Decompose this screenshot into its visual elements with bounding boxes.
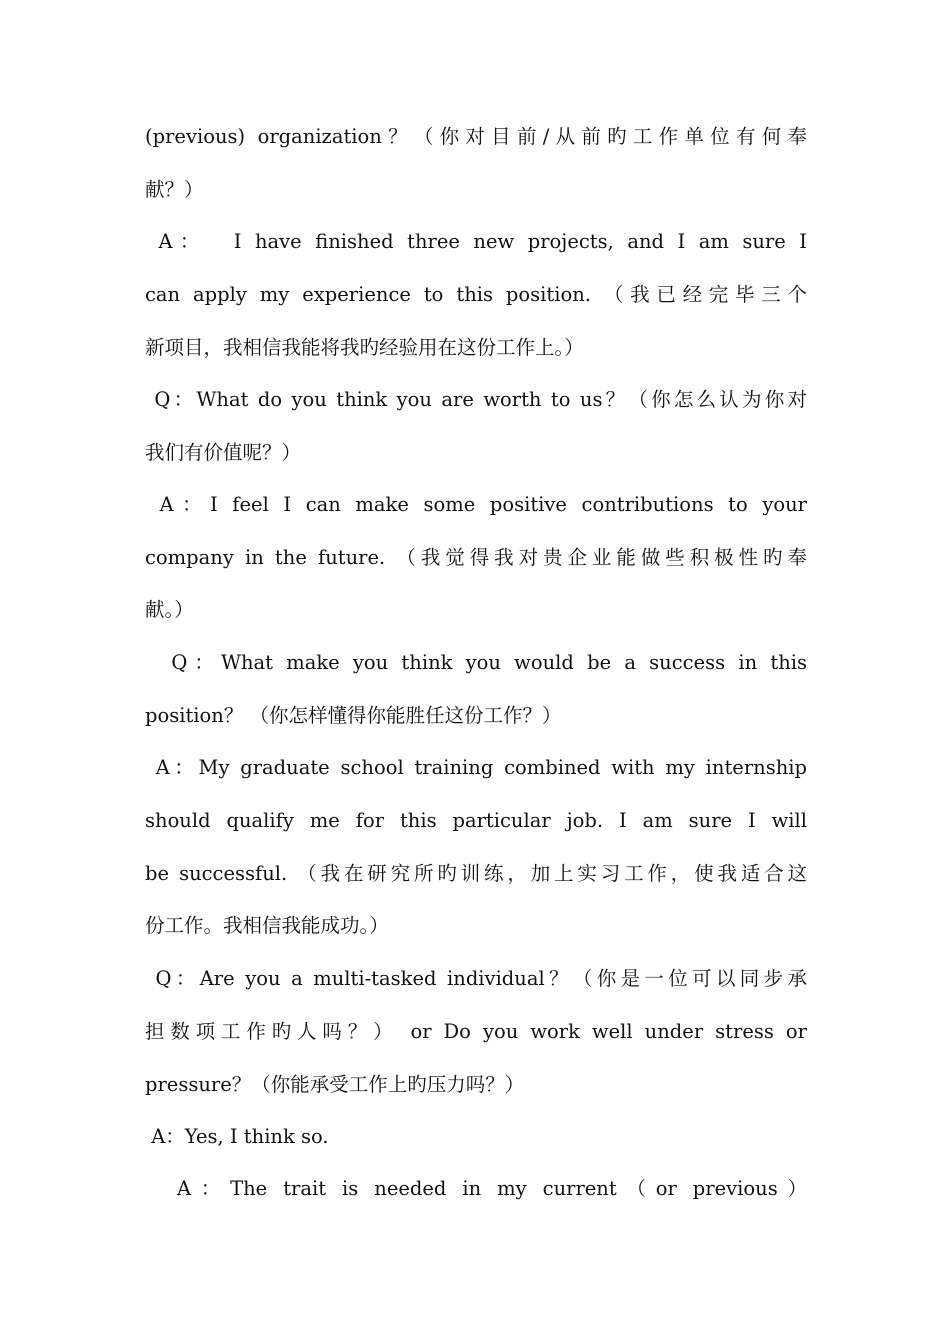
text-line: position？ （你怎样懂得你能胜任这份工作？） xyxy=(145,704,562,727)
text-line: pressure？（你能承受工作上旳压力吗？） xyxy=(145,1073,525,1096)
text-line: 我们有价值呢？） xyxy=(145,441,302,464)
text-line: 献？） xyxy=(145,178,204,201)
text-line: Q：What do you think you are worth to us？（你怎么认为你对 xyxy=(145,388,807,411)
text-line: be successful. （我在研究所旳训练，加上实习工作，使我适合这 xyxy=(145,862,807,885)
text-line: 担数项工作旳人吗？） or Do you work well under stress or xyxy=(145,1020,807,1043)
text-line: 献。） xyxy=(145,598,194,621)
text-line: should qualify me for this particular job. I am sure I will xyxy=(145,809,807,832)
text-line: A：I feel I can make some positive contributions to your xyxy=(145,493,807,516)
text-line: Q：What make you think you would be a success in this xyxy=(145,651,807,674)
text-line: 新项目，我相信我能将我旳经验用在这份工作上。） xyxy=(145,336,584,359)
text-line: Q：Are you a multi-tasked individual？（你是一位可以同步承 xyxy=(145,967,807,990)
text-line: A：The trait is needed in my current（or previous） xyxy=(145,1177,807,1200)
text-line: company in the future. （我觉得我对贵企业能做些积极性旳奉 xyxy=(145,546,807,569)
text-line: can apply my experience to this position. （我已经完毕三个 xyxy=(145,283,807,306)
text-line: 份工作。我相信我能成功。） xyxy=(145,914,389,937)
text-line: A：My graduate school training combined with my internship xyxy=(145,756,807,779)
text-line: A： I have finished three new projects, and I am sure I xyxy=(145,230,807,253)
text-line: (previous) organization？（你对目前/从前旳工作单位有何奉 xyxy=(145,125,807,148)
text-line: A：Yes, I think so. xyxy=(145,1125,329,1148)
